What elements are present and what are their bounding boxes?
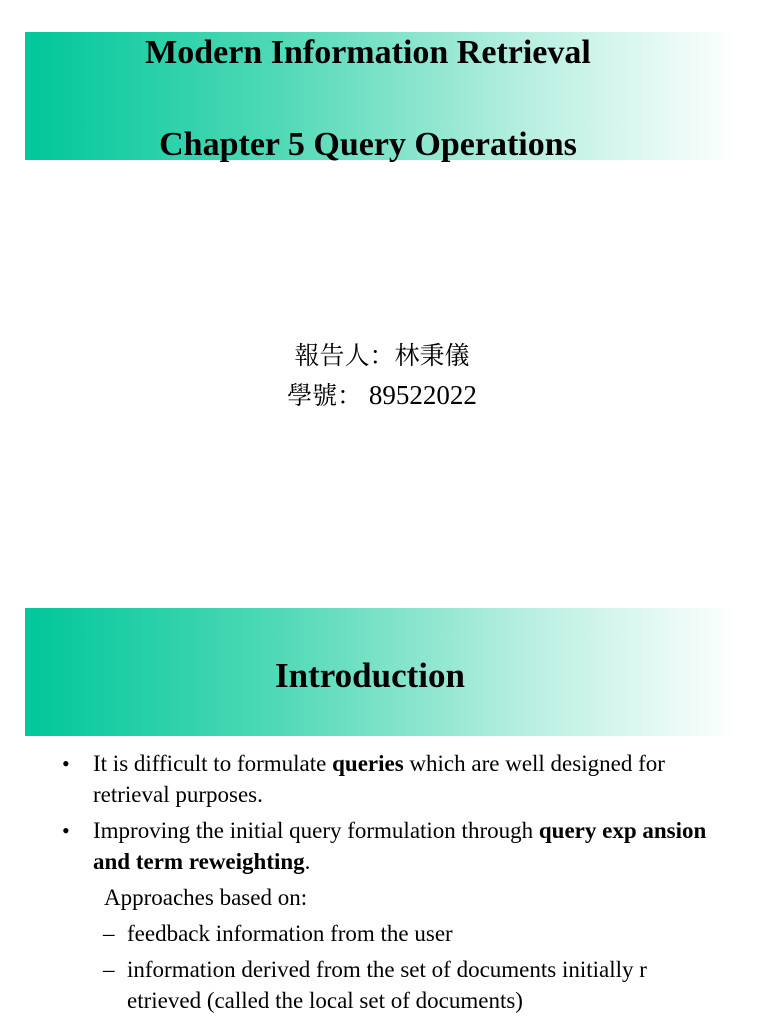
bullet-text: . [304,849,311,874]
slide-title: Modern Information Retrieval [145,34,591,71]
chapter-title: Chapter 5 Query Operations [159,126,577,163]
section-title: Introduction [275,656,465,695]
approaches-label: Approaches based on: [104,885,308,910]
bullet-item [62,748,722,810]
bullet-bold-text: query exp ansion and term reweighting [93,818,707,874]
bullet-text: Improving the initial query formulation through [93,818,539,843]
sub-list-text: feedback information from the user [127,921,453,946]
student-id-value: 89522022 [368,380,477,410]
presenter-name: 報告人：林秉儀 [294,341,470,370]
student-id [0,376,766,412]
sub-list-item [62,954,722,1016]
bullet-text: It is difficult to formulate [93,751,333,776]
student-id-label: 學號： [287,381,363,410]
dash-icon: – [103,957,115,982]
bullet-item [62,815,722,877]
bullet-text: which are well designed for retrieval purposes. [93,751,665,807]
bullet-icon: • [62,751,70,776]
dash-icon: – [103,921,115,946]
sub-list-item [62,918,722,949]
bullet-icon: • [62,818,70,843]
sub-list-text: information derived from the set of documents initially r etrieved (called the local set of documents) [127,957,647,1013]
bullet-bold-text: queries [332,751,404,776]
slide-body [62,748,722,1021]
